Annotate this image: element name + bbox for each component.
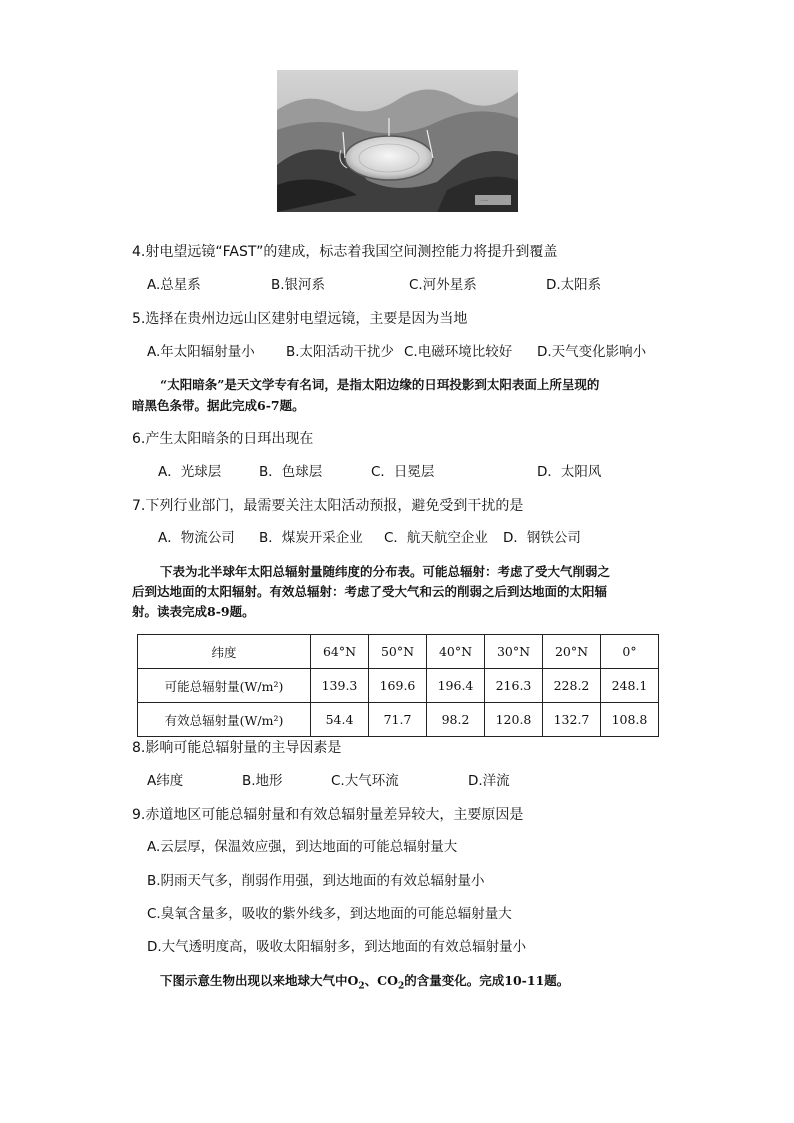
material-6-7-line-1: “太阳暗条”是天文学专有名词，是指太阳边缘的日珥投影到太阳表面上所呈现的 — [160, 377, 600, 392]
table-row-label: 有效总辐射量(W/m²) — [138, 703, 311, 737]
table-cell: 132.7 — [543, 703, 601, 737]
question-4-stem: 4.射电望远镜“FAST”的建成，标志着我国空间测控能力将提升到覆盖 — [132, 244, 558, 260]
q5-option-a[interactable]: A.年太阳辐射量小 — [147, 344, 255, 360]
table-cell: 216.3 — [485, 669, 543, 703]
q4-option-d[interactable]: D.太阳系 — [546, 277, 602, 293]
q5-option-c[interactable]: C.电磁环境比较好 — [404, 344, 513, 360]
material-10-11-line — [160, 970, 700, 998]
material-8-9-line-1: 下表为北半球年太阳总辐射量随纬度的分布表。可能总辐射：考虑了受大气削弱之 — [160, 564, 611, 579]
q6-option-d[interactable]: D．太阳风 — [537, 464, 602, 480]
q4-option-b[interactable]: B.银河系 — [271, 277, 326, 293]
q5-option-d[interactable]: D.天气变化影响小 — [537, 344, 647, 360]
q8-option-d[interactable]: D.洋流 — [468, 773, 510, 789]
table-header-cell: 30°N — [485, 635, 543, 669]
table-cell: 54.4 — [311, 703, 369, 737]
material-10-11-mid: 、CO — [364, 973, 398, 988]
material-8-9 — [132, 562, 672, 622]
table-cell: 228.2 — [543, 669, 601, 703]
q7-option-b[interactable]: B．煤炭开采企业 — [259, 530, 363, 546]
q6-option-b[interactable]: B．色球层 — [259, 464, 323, 480]
table-header-cell: 50°N — [369, 635, 427, 669]
material-6-7 — [132, 374, 672, 416]
q9-option-a[interactable]: A.云层厚，保温效应强，到达地面的可能总辐射量大 — [147, 839, 458, 855]
material-10-11-prefix: 下图示意生物出现以来地球大气中O — [160, 973, 359, 988]
question-7-stem: 7.下列行业部门，最需要关注太阳活动预报，避免受到干扰的是 — [132, 498, 524, 514]
table-cell: 248.1 — [601, 669, 659, 703]
co2-subscript: 2 — [398, 981, 405, 992]
q9-option-c[interactable]: C.臭氧含量多，吸收的紫外线多，到达地面的可能总辐射量大 — [147, 906, 512, 922]
q7-option-d[interactable]: D．钢铁公司 — [503, 530, 581, 546]
fast-telescope-image — [277, 70, 518, 212]
q7-option-a[interactable]: A．物流公司 — [158, 530, 235, 546]
table-header-cell: 40°N — [427, 635, 485, 669]
table-header-cell: 纬度 — [138, 635, 311, 669]
table-header-cell: 64°N — [311, 635, 369, 669]
table-row — [138, 669, 659, 703]
table-cell: 120.8 — [485, 703, 543, 737]
question-9-stem: 9.赤道地区可能总辐射量和有效总辐射量差异较大，主要原因是 — [132, 807, 524, 823]
q8-option-a[interactable]: A纬度 — [147, 773, 184, 789]
table-cell: 98.2 — [427, 703, 485, 737]
q9-option-d[interactable]: D.大气透明度高，吸收太阳辐射多，到达地面的有效总辐射量小 — [147, 939, 527, 955]
radiation-table — [137, 634, 659, 737]
question-5-stem: 5.选择在贵州边远山区建射电望远镜，主要是因为当地 — [132, 311, 468, 327]
table-cell: 108.8 — [601, 703, 659, 737]
q8-option-c[interactable]: C.大气环流 — [331, 773, 399, 789]
table-header-cell: 20°N — [543, 635, 601, 669]
material-10-11 — [160, 970, 700, 998]
table-cell: 169.6 — [369, 669, 427, 703]
table-header-row — [138, 635, 659, 669]
table-cell: 139.3 — [311, 669, 369, 703]
fast-telescope-photo — [277, 70, 518, 212]
q9-option-b[interactable]: B.阴雨天气多，削弱作用强，到达地面的有效总辐射量小 — [147, 873, 485, 889]
q6-option-c[interactable]: C．日冕层 — [371, 464, 435, 480]
material-10-11-suffix: 的含量变化。完成10-11题。 — [404, 973, 570, 988]
q4-option-a[interactable]: A.总星系 — [147, 277, 201, 293]
q5-option-b[interactable]: B.太阳活动干扰少 — [286, 344, 395, 360]
table-header-cell: 0° — [601, 635, 659, 669]
q6-option-a[interactable]: A．光球层 — [158, 464, 222, 480]
question-8-stem: 8.影响可能总辐射量的主导因素是 — [132, 740, 342, 756]
q7-option-c[interactable]: C．航天航空企业 — [384, 530, 488, 546]
material-8-9-line-2: 后到达地面的太阳辐射。有效总辐射：考虑了受大气和云的削弱之后到达地面的太阳辐 — [132, 584, 608, 599]
o2-subscript: 2 — [358, 981, 365, 992]
table-row — [138, 703, 659, 737]
table-row-label: 可能总辐射量(W/m²) — [138, 669, 311, 703]
question-6-stem: 6.产生太阳暗条的日珥出现在 — [132, 431, 314, 447]
photo-watermark: 一 — [480, 197, 488, 206]
q8-option-b[interactable]: B.地形 — [242, 773, 283, 789]
table-cell: 196.4 — [427, 669, 485, 703]
material-6-7-line-2: 暗黑色条带。据此完成6-7题。 — [132, 398, 305, 413]
q4-option-c[interactable]: C.河外星系 — [409, 277, 477, 293]
material-8-9-line-3: 射。读表完成8-9题。 — [132, 604, 255, 619]
table-cell: 71.7 — [369, 703, 427, 737]
